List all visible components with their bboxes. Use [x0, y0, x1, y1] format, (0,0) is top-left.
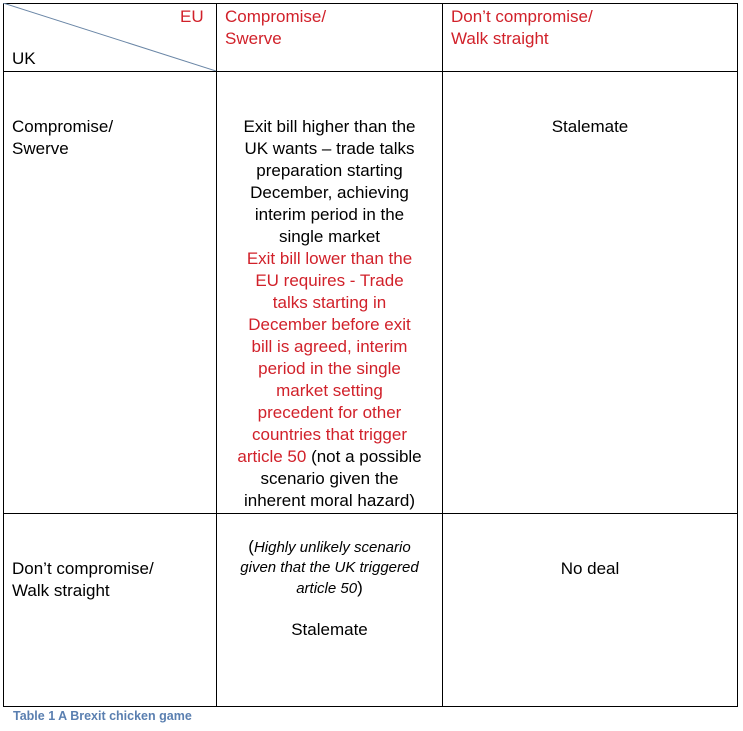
- table-border-right: [737, 3, 738, 707]
- cell-compromise-compromise: Exit bill higher than the UK wants – trade talks preparation starting December, achieving interim period in the single market Exit bill lower than the EU requires - Trade talks starting in December before exit bill is agreed, interim period in the single market setting precedent for other countries that trigger article 50 (not a possible scenario given the inherent moral hazard): [237, 117, 422, 510]
- corner-column-player-label: EU: [180, 7, 204, 26]
- cell-dont-compromise-compromise: (Highly unlikely scenario given that the UK triggered article 50) Stalemate: [240, 537, 419, 639]
- row-header-dont-compromise: Don’t compromise/ Walk straight: [12, 559, 154, 600]
- cell-dont-compromise-dont-compromise: No deal: [560, 559, 620, 578]
- table-border-bottom: [3, 706, 738, 707]
- row-divider-2: [3, 513, 738, 514]
- table-caption: Table 1 A Brexit chicken game: [13, 709, 192, 723]
- column-header-compromise: Compromise/ Swerve: [225, 7, 327, 48]
- cell-compromise-dont-compromise: Stalemate: [551, 117, 629, 136]
- table-border-left: [3, 3, 4, 707]
- corner-row-player-label: UK: [12, 49, 36, 68]
- row-divider-1: [3, 71, 738, 72]
- column-header-dont-compromise: Don’t compromise/ Walk straight: [451, 7, 593, 48]
- column-divider-2: [442, 3, 443, 707]
- row-header-compromise: Compromise/ Swerve: [12, 117, 114, 158]
